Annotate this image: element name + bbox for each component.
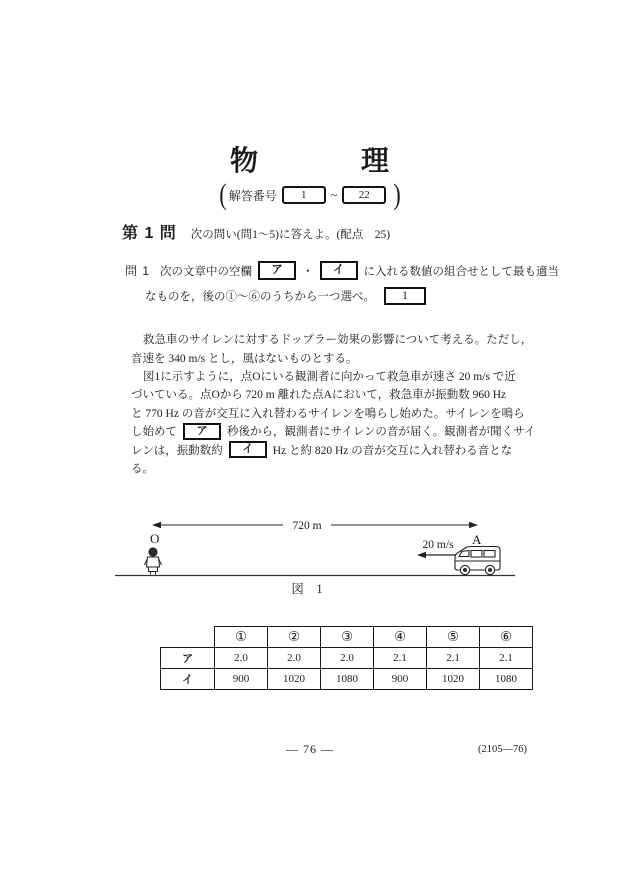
blank-separator: ・ (302, 265, 314, 278)
arrowhead-left (152, 522, 161, 528)
option-header-3: ③ (321, 627, 374, 648)
title-char-1: 物 (229, 145, 259, 176)
point-a-label: A (472, 532, 482, 547)
cell-a5: 2.1 (427, 648, 480, 669)
distance-label: 720 m (292, 520, 322, 532)
observer-person-icon (145, 547, 162, 574)
passage-line6-post: 秒後から，観測者にサイレンの音が届く。観測者が聞くサイ (227, 426, 536, 439)
blank-box-a: ア (258, 261, 296, 280)
passage-line-with-blank-b (131, 440, 515, 458)
passage-line: づいている。点Oから 720 m 離れた点Aにおいて，救急車が振動数 960 Hz (131, 389, 507, 402)
cell-a2: 2.0 (268, 648, 321, 669)
section-heading (122, 220, 390, 243)
section-instruction: 次の問い(問1～5)に答えよ。(配点 25) (190, 229, 391, 241)
tilde: ~ (330, 187, 338, 202)
passage-line: 図1に示すように，点Oにいる観測者に向かって救急車が速さ 20 m/s で近 (143, 370, 516, 383)
cell-a1: 2.0 (215, 648, 268, 669)
answer-range-to-box: 22 (342, 186, 386, 204)
answer-number-box: 1 (384, 287, 426, 305)
speed-label: 20 m/s (422, 539, 454, 551)
options-table (160, 626, 533, 690)
question1-line2-text: なものを，後の①～⑥のうちから一つ選べ。 (145, 291, 375, 303)
blank-box-b: イ (320, 261, 358, 280)
option-header-6: ⑥ (480, 627, 533, 648)
option-header-2: ② (268, 627, 321, 648)
inline-blank-box-b: イ (229, 441, 267, 458)
cell-b3: 1080 (321, 669, 374, 690)
passage-line: る。 (131, 462, 154, 475)
question1-line2 (145, 287, 426, 305)
passage-line: と 770 Hz の音が交互に入れ替わるサイレンを鳴らし始めた。サイレンを鳴ら (131, 407, 525, 420)
close-paren: ) (393, 178, 401, 211)
row-label-b: イ (161, 669, 215, 690)
answer-number-range (0, 180, 620, 210)
passage-line6-pre: し始めて (131, 426, 177, 439)
table-row-b (161, 669, 533, 690)
arrowhead-right (469, 522, 478, 528)
ambulance-icon (455, 547, 500, 575)
cell-b2: 1020 (268, 669, 321, 690)
cell-b6: 1080 (480, 669, 533, 690)
passage-line: 救急車のサイレンに対するドップラー効果の影響について考える。ただし， (143, 334, 533, 347)
row-label-a: ア (161, 648, 215, 669)
point-o-label: O (150, 531, 160, 546)
passage-line7-pre: レンは，振動数約 (131, 444, 223, 457)
passage-line7-post: Hz と約 820 Hz の音が交互に入れ替わる音とな (272, 444, 513, 457)
figure-caption: 図 1 (291, 582, 323, 596)
figure-1 (100, 505, 530, 603)
cell-a3: 2.0 (321, 648, 374, 669)
option-header-1: ① (215, 627, 268, 648)
question1-label: 問 1 (125, 264, 151, 278)
table-row-a (161, 648, 533, 669)
option-header-4: ④ (374, 627, 427, 648)
cell-a4: 2.1 (374, 648, 427, 669)
inline-blank-box-a: ア (183, 423, 221, 440)
table-corner-cell (161, 627, 215, 648)
cell-b4: 900 (374, 669, 427, 690)
question1-text-pre: 次の文章中の空欄 (160, 265, 253, 278)
page-title (0, 139, 620, 179)
cell-b5: 1020 (427, 669, 480, 690)
cell-b1: 900 (215, 669, 268, 690)
answer-range-from-box: 1 (282, 186, 326, 204)
passage-line-with-blank-a (131, 422, 536, 440)
question1-line1 (125, 261, 559, 280)
cell-a6: 2.1 (480, 648, 533, 669)
passage-line: 音速を 340 m/s とし，風はないものとする。 (131, 352, 358, 365)
option-header-5: ⑤ (427, 627, 480, 648)
section-number: 第 1 問 (122, 225, 177, 242)
title-char-2: 理 (361, 145, 391, 176)
passage (131, 330, 536, 477)
table-header-row (161, 627, 533, 648)
page-number: — 76 — (286, 742, 334, 756)
page-code: (2105—76) (478, 744, 527, 755)
answer-range-label: 解答番号 (228, 188, 277, 203)
question1-text-post: に入れる数値の組合せとして最も適当 (363, 265, 560, 278)
open-paren: ( (218, 178, 227, 211)
